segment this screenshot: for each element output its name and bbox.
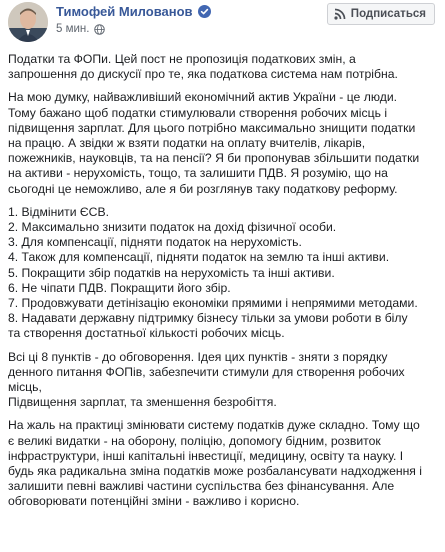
avatar[interactable]: [8, 2, 48, 42]
text-line: на працю. А звідки ж взяти податки на оплату вчителів, лікарів,: [8, 136, 366, 151]
text-line: обговорювати потенційні зміни - важливо і корисно.: [8, 494, 300, 509]
text-line: денного питання ФОПів, забезпечити стимули для створення робочих: [8, 364, 405, 379]
text-line: запрошення до дискусії про те, яка податкова система нам потрібна.: [8, 67, 398, 82]
text-line: Тому бажано щоб податки стимулювали створення робочих місць і: [8, 105, 388, 120]
text-line: інфраструктури, інші капітальні інвестиції, медицину, освіту та науку. І: [8, 448, 404, 463]
avatar-icon: [8, 2, 48, 42]
text-line: підвищення зарплат. Для цього потрібно максимально знищити податки: [8, 120, 416, 135]
verified-badge-icon: [198, 5, 211, 18]
list-item: 2. Максимально знизити податок на дохід фізичної особи.: [8, 220, 337, 235]
globe-icon[interactable]: [94, 24, 105, 35]
text-line: будь яка радикальна зміна податків може розбалансувати надходження і: [8, 464, 423, 479]
text-line: Підвищення зарплат, та зменшення безробіття.: [8, 395, 277, 410]
text-line: Податки та ФОПи. Цей пост не пропозиція податкових змін, а: [8, 52, 356, 66]
post-body: [8, 52, 436, 518]
list-item: 8. Надавати державну підтримку бізнесу тільки за умови роботи в білу: [8, 311, 408, 326]
rss-icon: [334, 8, 346, 20]
post-header: [8, 0, 435, 48]
list-item: 4. Також для компенсації, підняти податок на землю та інші активи.: [8, 250, 390, 265]
text-line: місць,: [8, 380, 42, 395]
post-paragraph-2: [8, 90, 436, 196]
subscribe-label: Подписаться: [350, 8, 426, 20]
list-item: 5. Покращити збір податків на нерухомість та інші активи.: [8, 265, 335, 280]
post-list: [8, 205, 436, 342]
post-paragraph-5: [8, 418, 436, 509]
text-line: пожежників, науковців, та на пенсії? Я би пропонував збільшити податки: [8, 151, 420, 166]
post-time[interactable]: 5 мин.: [56, 23, 90, 35]
text-line: на активи - нерухомість, тощо, та залишити ПДВ. Я розумію, що на: [8, 166, 388, 181]
post-paragraph-4: [8, 350, 436, 411]
text-line: На мою думку, найважливіший економічний актив України - це люди.: [8, 90, 398, 105]
list-item: 3. Для компенсації, підняти податок на нерухомість.: [8, 235, 302, 250]
author-row: [56, 4, 211, 19]
text-line: є великі видатки - на оборону, поліцію, допомогу бідним, розвиток: [8, 433, 381, 448]
text-line: Всі ці 8 пунктів - до обговорення. Ідея цих пунктів - зняти з порядку: [8, 349, 388, 364]
text-line: залишити певні важливі частини суспільства без фінансування. Але: [8, 479, 395, 494]
list-item: 6. Не чіпати ПДВ. Покращити його збір.: [8, 280, 231, 295]
post-meta: [56, 23, 105, 35]
text-line: На жаль на практиці змінювати систему податків дуже складно. Тому що: [8, 418, 420, 433]
list-item: 1. Відмінити ЄСВ.: [8, 204, 109, 219]
text-line: сьогодні це неможливо, але я би розглянув таку податкову реформу.: [8, 181, 398, 196]
subscribe-button[interactable]: [327, 3, 435, 25]
list-item: 7. Продовжувати детінізацію економіки прямими і непрямими методами.: [8, 296, 418, 311]
post-paragraph-1: [8, 52, 436, 82]
list-item: та створення достатньої кількості робочих місць.: [8, 326, 285, 341]
author-name[interactable]: Тимофей Милованов: [56, 4, 193, 19]
